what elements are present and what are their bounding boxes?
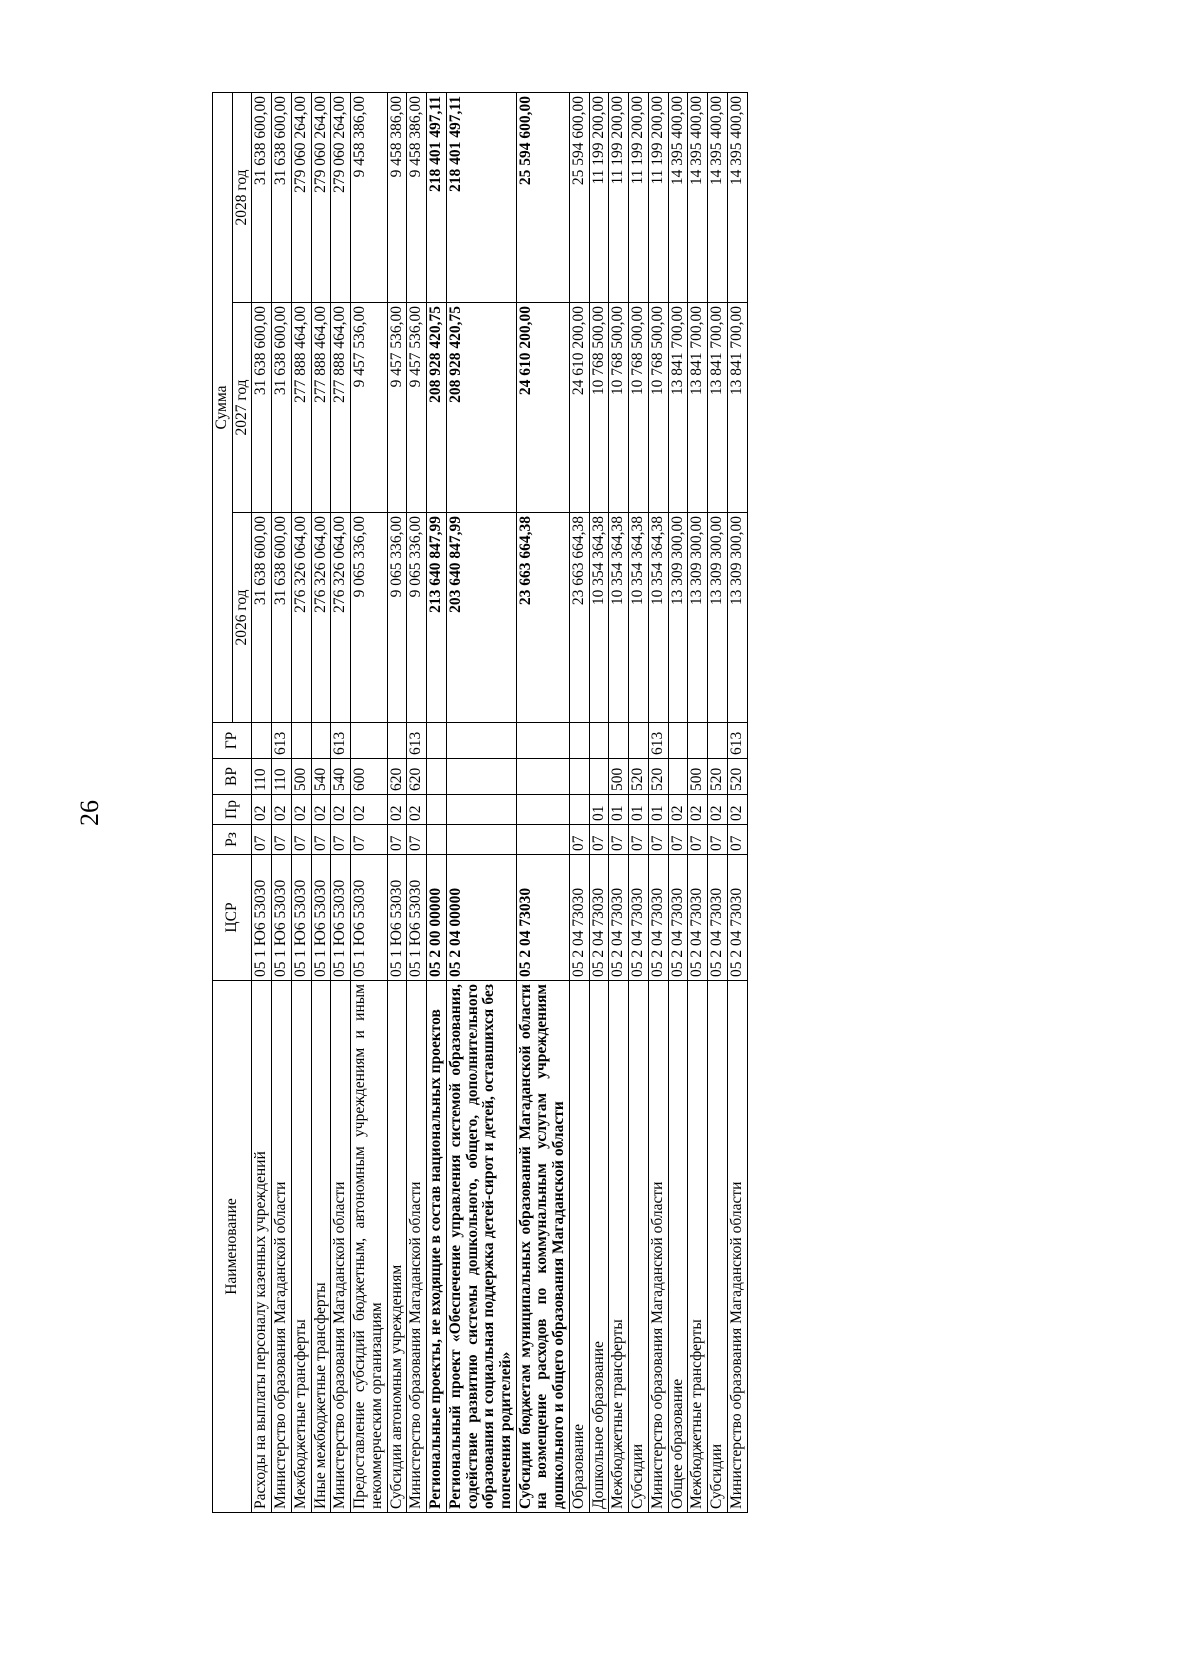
cell-name: Министерство образования Магаданской области: [331, 981, 351, 1513]
cell-amount-2027: 13 841 700,00: [688, 303, 708, 513]
cell-gr: [589, 723, 609, 759]
cell-amount-2027: 10 768 500,00: [648, 303, 668, 513]
cell-vr: 620: [387, 759, 407, 795]
header-sum: Сумма: [213, 92, 233, 722]
cell-rz: [516, 825, 569, 855]
table-row: [351, 92, 387, 1512]
cell-amount-2026: 10 354 364,38: [589, 513, 609, 723]
cell-pr: [446, 795, 516, 825]
table-row: [609, 92, 629, 1512]
cell-amount-2028: 218 401 497,11: [427, 92, 447, 302]
cell-csr: 05 1 Ю6 53030: [351, 855, 387, 981]
cell-amount-2028: 279 060 264,00: [331, 92, 351, 302]
cell-rz: 07: [351, 825, 387, 855]
table-row: [648, 92, 668, 1512]
cell-amount-2026: 276 326 064,00: [291, 513, 311, 723]
cell-amount-2028: 9 458 386,00: [407, 92, 427, 302]
header-year-2028: 2028 год: [232, 92, 252, 302]
cell-csr: 05 2 04 73030: [708, 855, 728, 981]
cell-csr: 05 1 Ю6 53030: [291, 855, 311, 981]
cell-amount-2026: 13 309 300,00: [708, 513, 728, 723]
cell-amount-2026: 10 354 364,38: [648, 513, 668, 723]
cell-rz: 07: [291, 825, 311, 855]
cell-amount-2026: 13 309 300,00: [688, 513, 708, 723]
cell-amount-2026: 23 663 664,38: [516, 513, 569, 723]
cell-csr: 05 2 00 00000: [427, 855, 447, 981]
table-row: [668, 92, 688, 1512]
cell-amount-2027: 13 841 700,00: [668, 303, 688, 513]
cell-pr: 02: [727, 795, 747, 825]
table-row: [311, 92, 331, 1512]
cell-gr: [311, 723, 331, 759]
cell-amount-2026: 13 309 300,00: [727, 513, 747, 723]
cell-name: Межбюджетные трансферты: [609, 981, 629, 1513]
cell-amount-2028: 9 458 386,00: [387, 92, 407, 302]
cell-amount-2027: 10 768 500,00: [609, 303, 629, 513]
cell-pr: 01: [609, 795, 629, 825]
cell-amount-2028: 25 594 600,00: [516, 92, 569, 302]
cell-amount-2028: 218 401 497,11: [446, 92, 516, 302]
cell-amount-2028: 11 199 200,00: [609, 92, 629, 302]
cell-vr: 540: [331, 759, 351, 795]
cell-amount-2027: 31 638 600,00: [272, 303, 292, 513]
table-row: [516, 92, 569, 1512]
cell-rz: 07: [407, 825, 427, 855]
cell-name: Субсидии автономным учреждениям: [387, 981, 407, 1513]
cell-name: Региональные проекты, не входящие в состав национальных проектов: [427, 981, 447, 1513]
cell-csr: 05 2 04 73030: [688, 855, 708, 981]
cell-pr: 02: [387, 795, 407, 825]
cell-pr: 02: [351, 795, 387, 825]
cell-amount-2027: 277 888 464,00: [331, 303, 351, 513]
cell-gr: 613: [648, 723, 668, 759]
cell-gr: 613: [331, 723, 351, 759]
cell-csr: 05 1 Ю6 53030: [387, 855, 407, 981]
cell-amount-2027: 10 768 500,00: [629, 303, 649, 513]
cell-gr: [516, 723, 569, 759]
cell-rz: 07: [331, 825, 351, 855]
cell-amount-2026: 13 309 300,00: [668, 513, 688, 723]
cell-pr: 01: [648, 795, 668, 825]
table-row: [629, 92, 649, 1512]
cell-csr: 05 1 Ю6 53030: [407, 855, 427, 981]
cell-vr: 500: [609, 759, 629, 795]
table-row: [446, 92, 516, 1512]
cell-rz: 07: [609, 825, 629, 855]
cell-amount-2027: 10 768 500,00: [589, 303, 609, 513]
table-row: [708, 92, 728, 1512]
cell-amount-2026: 276 326 064,00: [311, 513, 331, 723]
cell-amount-2027: 9 457 536,00: [387, 303, 407, 513]
cell-pr: 02: [407, 795, 427, 825]
cell-name: Образование: [569, 981, 589, 1513]
budget-table: [212, 92, 748, 1513]
cell-pr: 02: [688, 795, 708, 825]
cell-vr: 520: [708, 759, 728, 795]
cell-pr: 02: [252, 795, 272, 825]
cell-pr: 02: [708, 795, 728, 825]
cell-name: Расходы на выплаты персоналу казенных учреждений: [252, 981, 272, 1513]
cell-pr: [516, 795, 569, 825]
cell-amount-2027: 24 610 200,00: [569, 303, 589, 513]
cell-amount-2026: 23 663 664,38: [569, 513, 589, 723]
cell-csr: 05 2 04 73030: [629, 855, 649, 981]
cell-pr: 02: [668, 795, 688, 825]
cell-vr: 520: [629, 759, 649, 795]
cell-rz: 07: [688, 825, 708, 855]
cell-pr: 01: [589, 795, 609, 825]
cell-rz: 07: [311, 825, 331, 855]
cell-rz: 07: [727, 825, 747, 855]
table-row: [427, 92, 447, 1512]
cell-vr: [589, 759, 609, 795]
cell-amount-2027: 9 457 536,00: [407, 303, 427, 513]
cell-csr: 05 2 04 73030: [609, 855, 629, 981]
cell-rz: 07: [569, 825, 589, 855]
cell-gr: [351, 723, 387, 759]
cell-name: Министерство образования Магаданской области: [648, 981, 668, 1513]
table-row: [407, 92, 427, 1512]
table-row: [569, 92, 589, 1512]
cell-amount-2027: 13 841 700,00: [727, 303, 747, 513]
cell-csr: 05 2 04 73030: [569, 855, 589, 981]
cell-gr: 613: [272, 723, 292, 759]
cell-gr: [252, 723, 272, 759]
cell-name: Иные межбюджетные трансферты: [311, 981, 331, 1513]
cell-name: Министерство образования Магаданской области: [272, 981, 292, 1513]
cell-name: Дошкольное образование: [589, 981, 609, 1513]
budget-table-container: [212, 93, 1016, 1513]
cell-amount-2026: 10 354 364,38: [609, 513, 629, 723]
cell-csr: 05 2 04 73030: [727, 855, 747, 981]
cell-rz: [427, 825, 447, 855]
cell-amount-2027: 277 888 464,00: [311, 303, 331, 513]
cell-pr: 02: [311, 795, 331, 825]
cell-amount-2027: 31 638 600,00: [252, 303, 272, 513]
cell-pr: 02: [272, 795, 292, 825]
cell-amount-2027: 208 928 420,75: [427, 303, 447, 513]
cell-rz: 07: [668, 825, 688, 855]
cell-amount-2026: 276 326 064,00: [331, 513, 351, 723]
cell-amount-2028: 9 458 386,00: [351, 92, 387, 302]
cell-vr: 500: [688, 759, 708, 795]
cell-gr: [668, 723, 688, 759]
cell-pr: [427, 795, 447, 825]
cell-vr: [446, 759, 516, 795]
cell-rz: 07: [629, 825, 649, 855]
cell-amount-2028: 25 594 600,00: [569, 92, 589, 302]
cell-vr: 500: [291, 759, 311, 795]
cell-name: Министерство образования Магаданской области: [407, 981, 427, 1513]
cell-amount-2027: 24 610 200,00: [516, 303, 569, 513]
cell-pr: 02: [331, 795, 351, 825]
cell-gr: [569, 723, 589, 759]
cell-amount-2026: 31 638 600,00: [252, 513, 272, 723]
cell-gr: [427, 723, 447, 759]
cell-name: Субсидии: [708, 981, 728, 1513]
cell-csr: 05 2 04 00000: [446, 855, 516, 981]
cell-name: Субсидии: [629, 981, 649, 1513]
cell-amount-2026: 9 065 336,00: [351, 513, 387, 723]
cell-vr: 600: [351, 759, 387, 795]
cell-gr: [291, 723, 311, 759]
header-pr: Пр: [213, 795, 252, 825]
cell-name: Региональный проект «Обеспечение управления системой образования, содействие развитию системы дошкольного, общего, дополнительного образования и социальная поддержка детей-сирот и детей, оставшихся без попечения родителей»: [446, 981, 516, 1513]
cell-amount-2028: 14 395 400,00: [708, 92, 728, 302]
cell-amount-2026: 31 638 600,00: [272, 513, 292, 723]
cell-amount-2028: 14 395 400,00: [727, 92, 747, 302]
table-row: [727, 92, 747, 1512]
header-rz: Рз: [213, 825, 252, 855]
header-year-2026: 2026 год: [232, 513, 252, 723]
cell-vr: 110: [272, 759, 292, 795]
cell-amount-2026: 9 065 336,00: [387, 513, 407, 723]
cell-amount-2028: 11 199 200,00: [629, 92, 649, 302]
cell-amount-2028: 279 060 264,00: [311, 92, 331, 302]
cell-csr: 05 2 04 73030: [516, 855, 569, 981]
cell-gr: 613: [407, 723, 427, 759]
cell-vr: 540: [311, 759, 331, 795]
cell-rz: 07: [648, 825, 668, 855]
cell-amount-2027: 277 888 464,00: [291, 303, 311, 513]
cell-gr: [708, 723, 728, 759]
cell-gr: [609, 723, 629, 759]
cell-gr: [446, 723, 516, 759]
table-row: [291, 92, 311, 1512]
cell-csr: 05 1 Ю6 53030: [272, 855, 292, 981]
cell-csr: 05 2 04 73030: [589, 855, 609, 981]
cell-pr: [569, 795, 589, 825]
cell-gr: [688, 723, 708, 759]
cell-rz: 07: [387, 825, 407, 855]
cell-vr: [427, 759, 447, 795]
header-csr: ЦСР: [213, 855, 252, 981]
page-number: 26: [75, 800, 104, 826]
cell-csr: 05 1 Ю6 53030: [311, 855, 331, 981]
cell-amount-2028: 14 395 400,00: [668, 92, 688, 302]
cell-name: Предоставление субсидий бюджетным, автономным учреждениям и иным некоммерческим организациям: [351, 981, 387, 1513]
cell-amount-2028: 31 638 600,00: [252, 92, 272, 302]
header-year-2027: 2027 год: [232, 303, 252, 513]
cell-name: Субсидии бюджетам муниципальных образований Магаданской области на возмещение расходов по коммунальным услугам учреждениям дошкольного и общего образования Магаданской области: [516, 981, 569, 1513]
cell-amount-2028: 279 060 264,00: [291, 92, 311, 302]
cell-csr: 05 2 04 73030: [668, 855, 688, 981]
header-name: Наименование: [213, 981, 252, 1513]
cell-amount-2026: 203 640 847,99: [446, 513, 516, 723]
cell-rz: [446, 825, 516, 855]
cell-rz: 07: [589, 825, 609, 855]
cell-amount-2027: 9 457 536,00: [351, 303, 387, 513]
cell-amount-2028: 11 199 200,00: [648, 92, 668, 302]
header-gr: ГР: [213, 723, 252, 759]
cell-vr: 110: [252, 759, 272, 795]
cell-rz: 07: [272, 825, 292, 855]
cell-amount-2026: 213 640 847,99: [427, 513, 447, 723]
cell-amount-2026: 9 065 336,00: [407, 513, 427, 723]
cell-gr: [629, 723, 649, 759]
cell-amount-2028: 11 199 200,00: [589, 92, 609, 302]
cell-vr: [569, 759, 589, 795]
table-row: [331, 92, 351, 1512]
cell-amount-2028: 31 638 600,00: [272, 92, 292, 302]
header-vr: ВР: [213, 759, 252, 795]
table-row: [387, 92, 407, 1512]
cell-pr: 01: [629, 795, 649, 825]
cell-csr: 05 1 Ю6 53030: [331, 855, 351, 981]
cell-csr: 05 2 04 73030: [648, 855, 668, 981]
cell-gr: 613: [727, 723, 747, 759]
cell-vr: 620: [407, 759, 427, 795]
cell-vr: [668, 759, 688, 795]
cell-amount-2028: 14 395 400,00: [688, 92, 708, 302]
cell-name: Межбюджетные трансферты: [291, 981, 311, 1513]
table-row: [589, 92, 609, 1512]
cell-name: Общее образование: [668, 981, 688, 1513]
cell-vr: 520: [727, 759, 747, 795]
table-row: [252, 92, 272, 1512]
cell-name: Межбюджетные трансферты: [688, 981, 708, 1513]
cell-rz: 07: [252, 825, 272, 855]
cell-vr: 520: [648, 759, 668, 795]
table-row: [272, 92, 292, 1512]
cell-pr: 02: [291, 795, 311, 825]
cell-amount-2027: 208 928 420,75: [446, 303, 516, 513]
cell-rz: 07: [708, 825, 728, 855]
cell-amount-2026: 10 354 364,38: [629, 513, 649, 723]
cell-csr: 05 1 Ю6 53030: [252, 855, 272, 981]
cell-name: Министерство образования Магаданской области: [727, 981, 747, 1513]
cell-amount-2027: 13 841 700,00: [708, 303, 728, 513]
table-body: [252, 92, 747, 1512]
cell-vr: [516, 759, 569, 795]
table-row: [688, 92, 708, 1512]
cell-gr: [387, 723, 407, 759]
